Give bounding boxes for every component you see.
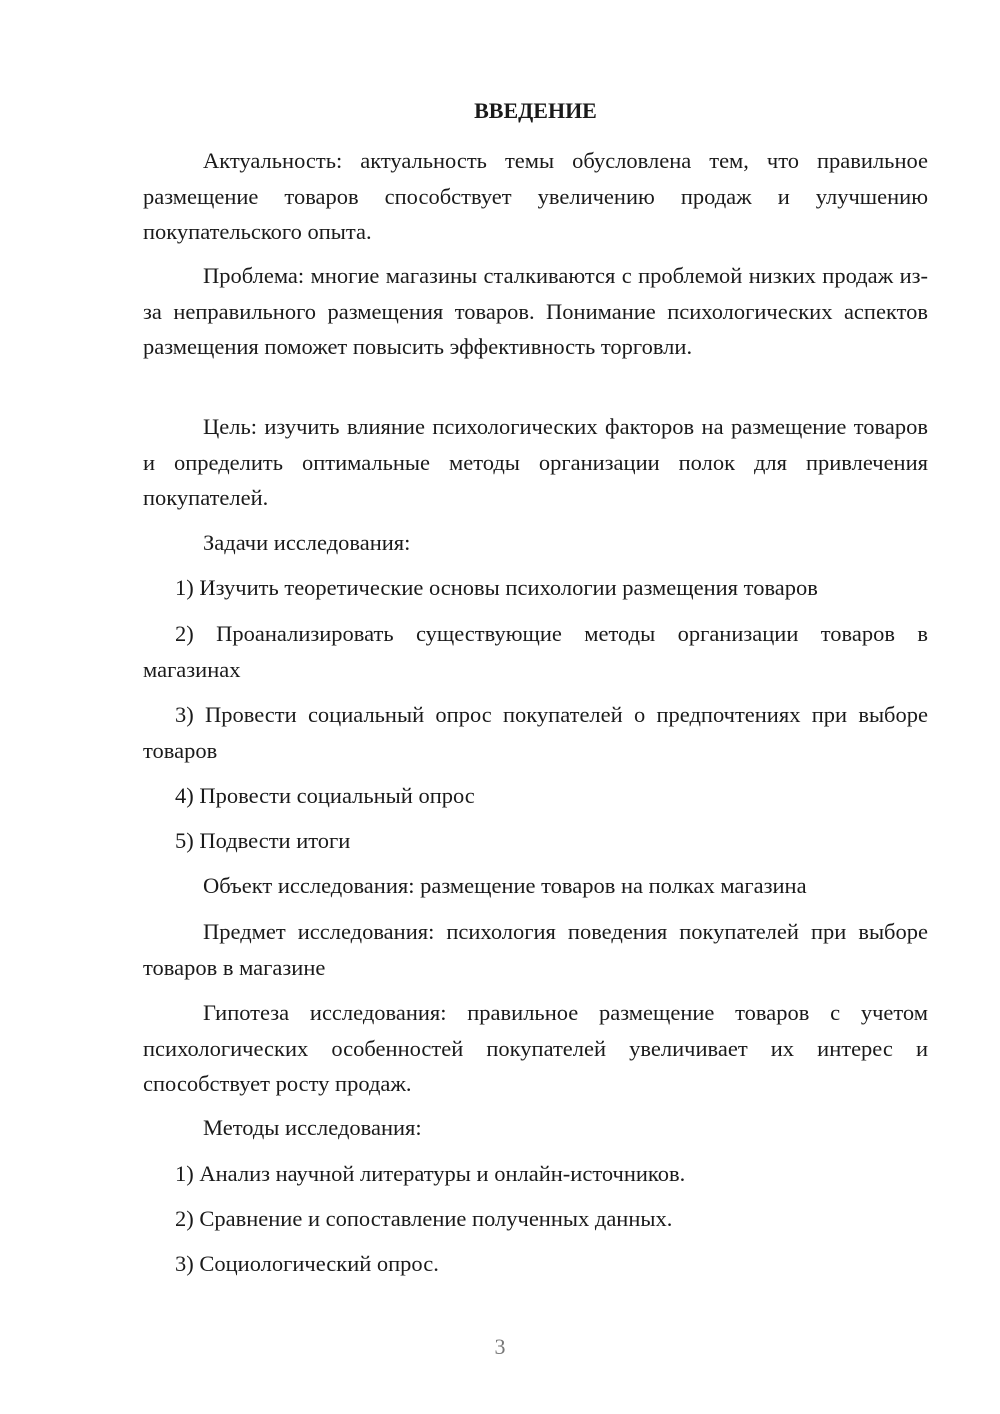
method-item: 2) Сравнение и сопоставление полученных данных. — [175, 1206, 673, 1231]
method-item: 3) Социологический опрос. — [175, 1251, 439, 1276]
task-item: 5) Подвести итоги — [175, 828, 351, 853]
task-item: 1) Изучить теоретические основы психологии размещения товаров — [175, 575, 818, 600]
hypothesis-paragraph: Гипотеза исследования: правильное размещение товаров с учетом психологических особенностей покупателей увеличивает их интерес и способствует росту продаж. — [143, 1000, 928, 1096]
tasks-heading: Задачи исследования: — [203, 530, 411, 555]
section-title: ВВЕДЕНИЕ — [474, 98, 597, 123]
document-page — [143, 0, 928, 1414]
object-paragraph: Объект исследования: размещение товаров на полках магазина — [203, 873, 807, 898]
problem-paragraph: Проблема: многие магазины сталкиваются с проблемой низких продаж из-за неправильного размещения товаров. Понимание психологических аспектов размещения поможет повысить эффективность торговли. — [143, 263, 928, 359]
page-number: 3 — [494, 1334, 506, 1359]
task-item: 4) Провести социальный опрос — [175, 783, 475, 808]
subject-paragraph: Предмет исследования: психология поведения покупателей при выборе товаров в магазине — [143, 919, 928, 980]
task-item: 3) Провести социальный опрос покупателей о предпочтениях при выборе товаров — [143, 702, 928, 763]
method-item: 1) Анализ научной литературы и онлайн-источников. — [175, 1161, 686, 1186]
goal-paragraph: Цель: изучить влияние психологических факторов на размещение товаров и определить оптимальные методы организации полок для привлечения покупателей. — [143, 414, 928, 510]
methods-heading: Методы исследования: — [203, 1115, 422, 1140]
relevance-paragraph: Актуальность: актуальность темы обусловлена тем, что правильное размещение товаров способствует увеличению продаж и улучшению покупательского опыта. — [143, 148, 928, 244]
task-item: 2) Проанализировать существующие методы организации товаров в магазинах — [143, 621, 928, 682]
